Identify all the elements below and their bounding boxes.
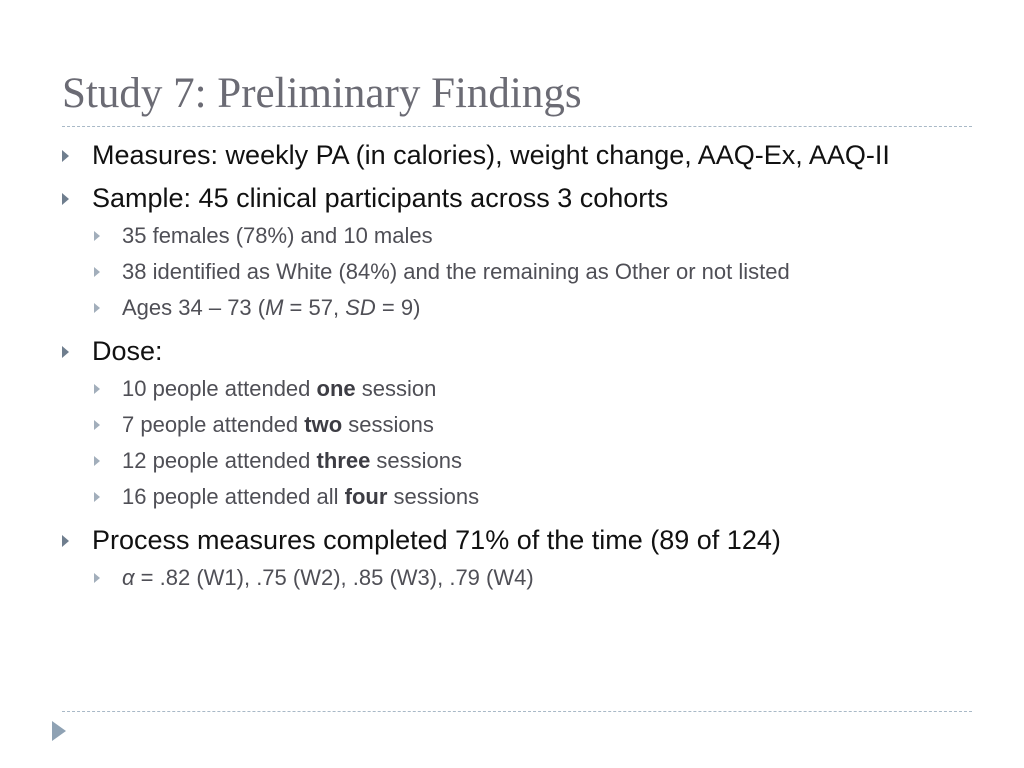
dose-three-emph: three: [316, 448, 371, 473]
dose-two-suffix: sessions: [342, 412, 434, 437]
subbullet-gender-text: 35 females (78%) and 10 males: [122, 223, 433, 248]
footer-divider: [62, 711, 972, 712]
slide-content: [62, 140, 942, 606]
dose-three-prefix: 12 people attended: [122, 448, 317, 473]
bullet-sample-text: Sample: 45 clinical participants across 3 cohorts: [92, 183, 669, 213]
bullet-measures-text: Measures: weekly PA (in calories), weight change, AAQ-Ex, AAQ-II: [92, 140, 890, 170]
ages-mean-label: M: [265, 295, 284, 320]
alpha-symbol: α: [122, 565, 135, 590]
dose-one-text: [122, 375, 436, 403]
dose-four-emph: four: [344, 484, 388, 509]
dose-one-suffix: session: [355, 376, 437, 401]
subbullet-ages: [94, 294, 942, 322]
dose-one-prefix: 10 people attended: [122, 376, 317, 401]
subbullet-race: [94, 258, 942, 286]
subbullet-ages-text: [122, 294, 420, 322]
bullet-process-text: Process measures completed 71% of the time (89 of 124): [92, 525, 781, 555]
bullet-dose: [62, 336, 942, 367]
dose-three-text: [122, 447, 462, 475]
bullet-arrow-icon: [62, 346, 69, 358]
subbullet-dose-one: [94, 375, 942, 403]
process-subbullets: [62, 564, 942, 592]
subbullet-arrow-icon: [94, 267, 100, 277]
bullet-measures: [62, 140, 942, 171]
dose-four-text: [122, 483, 479, 511]
bullet-dose-text: Dose:: [92, 336, 163, 366]
slide-title: Study 7: Preliminary Findings: [62, 70, 582, 117]
subbullet-alpha: [94, 564, 942, 592]
subbullet-dose-two: [94, 411, 942, 439]
dose-two-emph: two: [304, 412, 343, 437]
slide-nav-arrow-icon[interactable]: [52, 721, 66, 741]
dose-one-emph: one: [316, 376, 356, 401]
subbullet-arrow-icon: [94, 231, 100, 241]
subbullet-dose-four: [94, 483, 942, 511]
alpha-text: [122, 564, 534, 592]
subbullet-arrow-icon: [94, 384, 100, 394]
subbullet-arrow-icon: [94, 456, 100, 466]
subbullet-gender: [94, 222, 942, 250]
ages-mean-value: = 57,: [283, 295, 346, 320]
subbullet-arrow-icon: [94, 420, 100, 430]
dose-four-suffix: sessions: [387, 484, 480, 509]
subbullet-race-text: 38 identified as White (84%) and the remaining as Other or not listed: [122, 259, 790, 284]
dose-two-prefix: 7 people attended: [122, 412, 305, 437]
alpha-values: = .82 (W1), .75 (W2), .85 (W3), .79 (W4): [134, 565, 534, 590]
dose-two-text: [122, 411, 434, 439]
title-divider: [62, 126, 972, 127]
bullet-process: [62, 525, 942, 556]
ages-sd-value: = 9): [375, 295, 421, 320]
bullet-arrow-icon: [62, 193, 69, 205]
dose-four-prefix: 16 people attended all: [122, 484, 345, 509]
sample-subbullets: [62, 222, 942, 322]
ages-sd-label: SD: [345, 295, 376, 320]
subbullet-dose-three: [94, 447, 942, 475]
dose-three-suffix: sessions: [370, 448, 463, 473]
bullet-arrow-icon: [62, 535, 69, 547]
subbullet-arrow-icon: [94, 303, 100, 313]
bullet-sample: [62, 183, 942, 214]
subbullet-arrow-icon: [94, 492, 100, 502]
dose-subbullets: [62, 375, 942, 511]
bullet-arrow-icon: [62, 150, 69, 162]
subbullet-arrow-icon: [94, 573, 100, 583]
ages-prefix: Ages 34 – 73 (: [122, 295, 266, 320]
